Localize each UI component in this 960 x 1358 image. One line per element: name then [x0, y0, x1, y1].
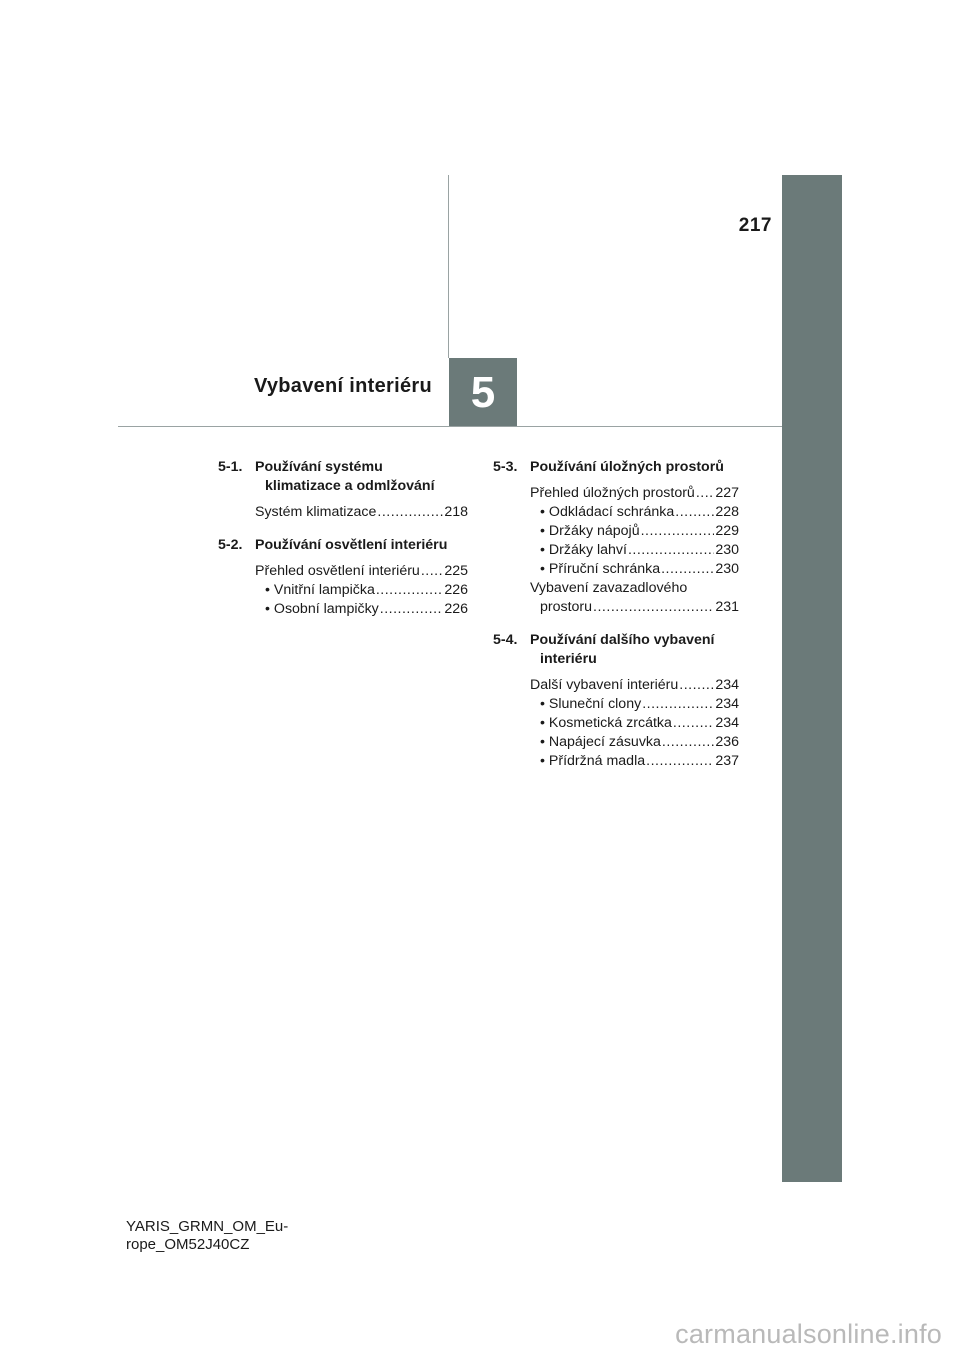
header-vertical-rule [448, 175, 449, 358]
toc-entry-text: Systém klimatizace [255, 504, 377, 520]
section-title-line: Používání osvětlení interiéru [255, 537, 448, 553]
toc-entry-text: • Sluneční clony [540, 696, 642, 712]
section-number: 5-4. [493, 632, 518, 648]
toc-entry[interactable] [265, 600, 468, 619]
document-code-line-2: rope_OM52J40CZ [126, 1236, 250, 1253]
toc-entry[interactable] [540, 695, 739, 714]
toc-page-ref: 225 [444, 563, 468, 579]
section-title-line: interiéru [540, 651, 597, 667]
toc-entry[interactable] [540, 560, 739, 579]
dot-leader [593, 598, 714, 617]
toc-entry-text: prostoru [540, 599, 593, 615]
toc-entry-text: Další vybavení interiéru [530, 677, 679, 693]
toc-entry-text: Přehled osvětlení interiéru [255, 563, 420, 579]
toc-entry[interactable] [540, 503, 739, 522]
section-title-line: Používání úložných prostorů [530, 459, 724, 475]
dot-leader [421, 562, 444, 581]
toc-entry-text: • Osobní lampičky [265, 601, 379, 617]
toc-entry[interactable] [540, 733, 739, 752]
section-title-line: Používání dalšího vybavení [530, 632, 715, 648]
toc-entry[interactable] [530, 484, 739, 503]
chapter-number: 5 [470, 367, 496, 417]
toc-page-ref: 230 [715, 561, 739, 577]
toc-entry[interactable] [540, 541, 739, 560]
toc-entry[interactable] [540, 714, 739, 733]
section-number: 5-1. [218, 459, 243, 475]
section-number: 5-2. [218, 537, 243, 553]
page-number: 217 [738, 215, 772, 236]
toc-entry[interactable] [540, 522, 739, 541]
toc-entry-text: Vybavení zavazadlového [530, 580, 688, 596]
dot-leader [641, 522, 715, 541]
dot-leader [675, 503, 714, 522]
toc-entry-text: Přehled úložných prostorů [530, 485, 695, 501]
toc-section [218, 458, 468, 522]
section-heading [493, 458, 739, 477]
section-title-line: klimatizace a odmlžování [265, 478, 435, 494]
toc-entry-text: • Odkládací schránka [540, 504, 675, 520]
toc-page-ref: 234 [715, 677, 739, 693]
toc-page-ref: 230 [715, 542, 739, 558]
section-title-line: Používání systému [255, 459, 383, 475]
toc-section [218, 536, 468, 619]
toc-page-ref: 237 [715, 753, 739, 769]
section-heading [493, 631, 739, 669]
toc-page-ref: 228 [715, 504, 739, 520]
toc-section [493, 631, 739, 771]
toc-page-ref: 226 [444, 582, 468, 598]
dot-leader [646, 752, 714, 771]
toc-entry-text: • Držáky lahví [540, 542, 627, 558]
toc-left-column [218, 458, 468, 633]
dot-leader [380, 600, 444, 619]
chapter-number-box [449, 358, 517, 427]
toc-entry[interactable] [540, 752, 739, 771]
section-heading [218, 458, 468, 496]
document-code-line-1: YARIS_GRMN_OM_Eu- [126, 1218, 289, 1235]
toc-entry-text: • Příruční schránka [540, 561, 661, 577]
dot-leader [679, 676, 714, 695]
chapter-title: Vybavení interiéru [253, 375, 432, 397]
toc-right-column [493, 458, 739, 785]
toc-entry-text: • Kosmetická zrcátka [540, 715, 672, 731]
document-code [126, 1218, 288, 1254]
toc-page-ref: 226 [444, 601, 468, 617]
toc-entry-text: • Vnitřní lampička [265, 582, 375, 598]
toc-section [493, 458, 739, 617]
watermark: carmanualsonline.info [675, 1319, 942, 1349]
toc-entry[interactable] [540, 598, 739, 617]
toc-entry-text: • Přídržná madla [540, 753, 646, 769]
dot-leader [661, 560, 714, 579]
dot-leader [642, 695, 714, 714]
toc-page-ref: 234 [715, 696, 739, 712]
toc-page-ref: 227 [715, 485, 739, 501]
toc-entry[interactable] [255, 562, 468, 581]
dot-leader [628, 541, 714, 560]
toc-page-ref: 218 [444, 504, 468, 520]
toc-entry-text: • Napájecí zásuvka [540, 734, 661, 750]
toc-page-ref: 231 [715, 599, 739, 615]
toc-page-ref: 229 [715, 523, 739, 539]
section-heading [218, 536, 468, 555]
toc-entry-text: • Držáky nápojů [540, 523, 640, 539]
chapter-side-tab [782, 175, 842, 1182]
toc-entry[interactable] [255, 503, 468, 522]
dot-leader [376, 581, 443, 600]
toc-page-ref: 236 [715, 734, 739, 750]
toc-entry[interactable] [265, 581, 468, 600]
dot-leader [377, 503, 443, 522]
section-number: 5-3. [493, 459, 518, 475]
toc-entry[interactable] [530, 676, 739, 695]
dot-leader [662, 733, 714, 752]
toc-page-ref: 234 [715, 715, 739, 731]
header-horizontal-rule [118, 426, 782, 427]
dot-leader [696, 484, 715, 503]
dot-leader [673, 714, 714, 733]
